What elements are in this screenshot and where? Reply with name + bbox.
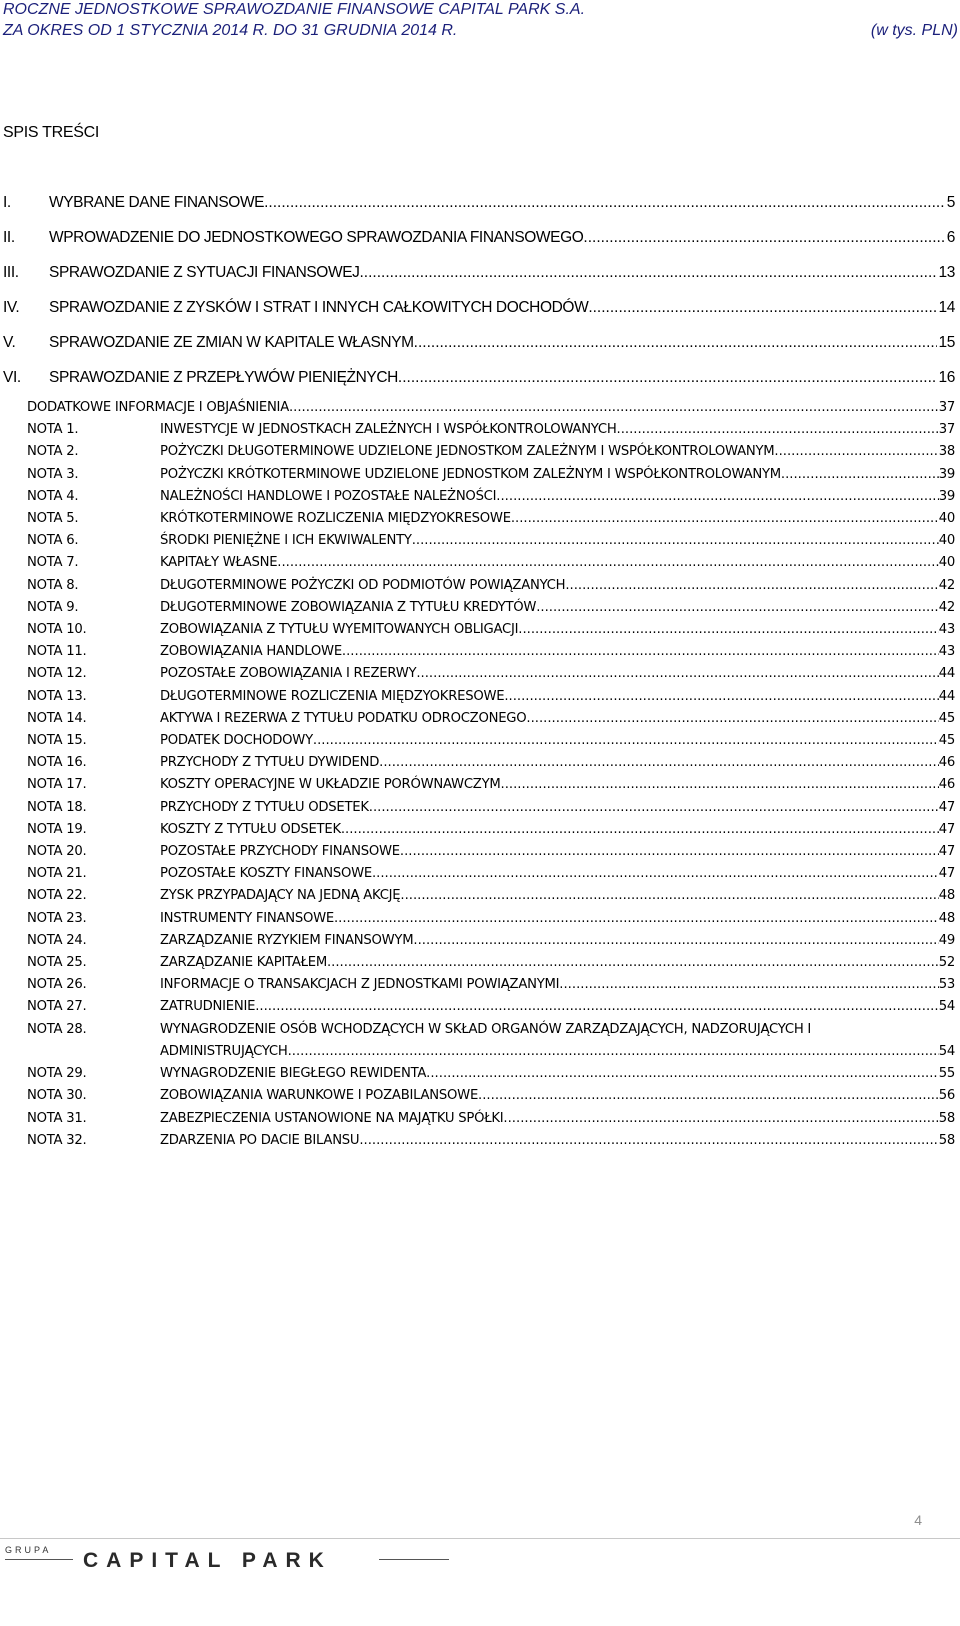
toc-entry-number: NOTA 11. (27, 644, 87, 660)
toc-entry-page: 54 (938, 999, 955, 1015)
toc-entry-page: 44 (938, 666, 955, 682)
toc-entry-number: NOTA 32. (27, 1132, 87, 1148)
toc-entry-label: KOSZTY OPERACYJNE W UKŁADZIE PORÓWNAWCZYM (160, 777, 501, 793)
toc-entry-label: WYNAGRODZENIE BIEGŁEGO REWIDENTA (160, 1066, 427, 1082)
leader-dots (504, 686, 938, 708)
toc-entry-page: 58 (938, 1132, 955, 1148)
toc-entry-page: 15 (938, 334, 955, 351)
toc-entry-number: NOTA 13. (27, 688, 87, 704)
leader-dots (559, 974, 938, 996)
toc-entry-number: NOTA 29. (27, 1066, 87, 1082)
toc-entry-number: V. (3, 334, 16, 351)
leader-dots (398, 368, 937, 388)
leader-dots (414, 333, 937, 353)
toc-entry-label: NALEŻNOŚCI HANDLOWE I POZOSTAŁE NALEŻNOŚCI (160, 488, 497, 504)
leader-dots (536, 597, 939, 619)
toc-entry-number: NOTA 17. (27, 777, 87, 793)
toc-entry-label: WPROWADZENIE DO JEDNOSTKOWEGO SPRAWOZDANIA FINANSOWEGO (49, 229, 584, 246)
toc-entry-page: 44 (938, 688, 955, 704)
toc-entry-label: ZABEZPIECZENIA USTANOWIONE NA MAJĄTKU SPÓŁKI (160, 1110, 504, 1126)
toc-entry-page: 43 (938, 644, 955, 660)
toc-entry-note[interactable] (27, 863, 955, 885)
leader-dots (518, 619, 938, 641)
toc-entry-note[interactable] (27, 752, 955, 774)
toc-entry-label: PODATEK DOCHODOWY (160, 733, 313, 749)
toc-entry-label: WYBRANE DANE FINANSOWE (49, 194, 265, 211)
toc-entry-page: 46 (938, 755, 955, 771)
toc-entry-page: 49 (938, 932, 955, 948)
leader-dots (288, 1041, 939, 1063)
toc-entry-note[interactable] (27, 774, 955, 796)
toc-entry-number: NOTA 7. (27, 555, 79, 571)
toc-entry-label: ZDARZENIA PO DACIE BILANSU (160, 1132, 360, 1148)
toc-entry-label: KRÓTKOTERMINOWE ROZLICZENIA MIĘDZYOKRESOWE (160, 511, 511, 527)
toc-entry-label-line2: ADMINISTRUJĄCYCH (160, 1043, 288, 1059)
toc-entry-number: NOTA 18. (27, 799, 87, 815)
toc-entry-page: 54 (938, 1043, 955, 1059)
toc-entry-number: NOTA 15. (27, 733, 87, 749)
toc-entry-page: 39 (938, 466, 955, 482)
toc-entry-note[interactable] (27, 885, 955, 907)
toc-entry-page: 47 (938, 844, 955, 860)
leader-dots (496, 486, 938, 508)
toc-entry-page: 45 (938, 710, 955, 726)
toc-entry-note[interactable] (27, 730, 955, 752)
toc-entry-page: 58 (938, 1110, 955, 1126)
toc-entry-number: NOTA 16. (27, 755, 87, 771)
toc-entry-note[interactable] (27, 552, 955, 574)
toc-entry-note[interactable] (27, 508, 955, 530)
toc-entry-number: NOTA 3. (27, 466, 79, 482)
toc-entry-number: NOTA 26. (27, 977, 87, 993)
toc-entry-label: PRZYCHODY Z TYTUŁU DYWIDEND (160, 755, 380, 771)
toc-entry-page: 40 (938, 533, 955, 549)
toc-entry-number: NOTA 9. (27, 599, 79, 615)
toc-entry-label: SPRAWOZDANIE Z PRZEPŁYWÓW PIENIĘŻNYCH (49, 369, 398, 386)
toc-entry-section[interactable] (3, 333, 955, 368)
toc-entry-section[interactable] (3, 228, 955, 263)
toc-entry-label: AKTYWA I REZERWA Z TYTUŁU PODATKU ODROCZONEGO (160, 710, 527, 726)
toc-entry-note[interactable] (27, 1108, 955, 1130)
toc-entry-number: NOTA 20. (27, 844, 87, 860)
leader-dots (416, 663, 938, 685)
toc-entry-number: NOTA 8. (27, 577, 79, 593)
toc-entry-note[interactable] (27, 597, 955, 619)
toc-entry-number: NOTA 12. (27, 666, 87, 682)
footer-divider (0, 1538, 960, 1539)
toc-entry-note[interactable] (27, 575, 955, 597)
toc-entry-page: 48 (938, 888, 955, 904)
leader-dots (526, 708, 938, 730)
toc-entry-label: INWESTYCJE W JEDNOSTKACH ZALEŻNYCH I WSPÓŁKONTROLOWANYCH (160, 422, 617, 438)
toc-entry-label: DODATKOWE INFORMACJE I OBJAŚNIENIA (27, 400, 289, 415)
leader-dots (313, 730, 939, 752)
leader-dots (400, 841, 939, 863)
toc-entry-label: SPRAWOZDANIE Z SYTUACJI FINANSOWEJ (49, 264, 360, 281)
toc-entry-number: NOTA 28. (27, 1021, 87, 1037)
leader-dots (511, 508, 939, 530)
toc-entry-note[interactable] (27, 619, 955, 641)
toc-entry-number: NOTA 24. (27, 932, 87, 948)
toc-entry-page: 40 (938, 555, 955, 571)
toc-entry-page: 46 (938, 777, 955, 793)
toc-entry-number: NOTA 27. (27, 999, 87, 1015)
toc-entry-note[interactable] (27, 530, 955, 552)
leader-dots (478, 1085, 939, 1107)
leader-dots (342, 641, 939, 663)
toc-entry-label: ZATRUDNIENIE (160, 999, 256, 1015)
toc-entry-page: 53 (938, 977, 955, 993)
toc-entry-additional-info[interactable] (27, 397, 955, 419)
leader-dots (400, 885, 938, 907)
toc-entry-number: NOTA 4. (27, 488, 79, 504)
toc-entry-page: 47 (938, 821, 955, 837)
toc-entry-page: 56 (938, 1088, 955, 1104)
toc-entry-page: 52 (938, 955, 955, 971)
toc-entry-label: POZOSTAŁE KOSZTY FINANSOWE (160, 866, 372, 882)
toc-entry-page: 47 (938, 866, 955, 882)
logo-rule-right (379, 1559, 449, 1560)
toc-entry-label: ZOBOWIĄZANIA WARUNKOWE I POZABILANSOWE (160, 1088, 479, 1104)
toc-entry-page: 43 (938, 622, 955, 638)
toc-entry-label: KOSZTY Z TYTUŁU ODSETEK (160, 821, 341, 837)
toc-entry-page: 42 (938, 577, 955, 593)
leader-dots (501, 774, 939, 796)
toc-entry-number: NOTA 25. (27, 955, 87, 971)
toc-entry-note[interactable] (27, 974, 955, 996)
leader-dots (327, 952, 939, 974)
company-logo (5, 1545, 445, 1575)
leader-dots (289, 397, 939, 419)
toc-entry-note[interactable] (27, 1130, 955, 1152)
toc-entry-note[interactable] (27, 708, 955, 730)
logo-group-text: GRUPA (5, 1545, 52, 1555)
leader-dots (334, 908, 939, 930)
toc-entry-number: NOTA 5. (27, 511, 79, 527)
toc-entry-note[interactable] (27, 486, 955, 508)
toc-title: SPIS TREŚCI (3, 124, 99, 141)
toc-entry-page: 55 (938, 1066, 955, 1082)
leader-dots (341, 819, 939, 841)
toc-entry-label: ZYSK PRZYPADAJĄCY NA JEDNĄ AKCJĘ (160, 888, 401, 904)
toc-entry-page: 6 (946, 229, 955, 246)
leader-dots (617, 419, 939, 441)
toc-entry-label: SPRAWOZDANIE Z ZYSKÓW I STRAT I INNYCH CAŁKOWITYCH DOCHODÓW (49, 299, 589, 316)
toc-entry-number: NOTA 21. (27, 866, 87, 882)
toc-entry-label: ZARZĄDZANIE KAPITAŁEM (160, 955, 327, 971)
toc-entry-number: I. (3, 194, 11, 211)
leader-dots (359, 1130, 938, 1152)
toc-entry-note[interactable] (27, 930, 955, 952)
leader-dots (277, 552, 938, 574)
toc-entry-number: NOTA 6. (27, 533, 79, 549)
leader-dots (565, 575, 938, 597)
leader-dots (413, 930, 938, 952)
leader-dots (372, 863, 939, 885)
toc-entry-number: NOTA 23. (27, 910, 87, 926)
toc-entry-number: NOTA 2. (27, 444, 79, 460)
toc-entry-label: ŚRODKI PIENIĘŻNE I ICH EKWIWALENTY (160, 533, 412, 549)
toc-entry-label: INFORMACJE O TRANSAKCJACH Z JEDNOSTKAMI POWIĄZANYMI (160, 977, 560, 993)
toc-entry-label: INSTRUMENTY FINANSOWE (160, 910, 334, 926)
toc-entry-note[interactable] (27, 797, 955, 819)
toc-entry-note[interactable] (27, 1063, 955, 1085)
toc-entry-number: VI. (3, 369, 21, 386)
toc-notes-list (27, 397, 955, 1152)
toc-entry-number: NOTA 31. (27, 1110, 87, 1126)
toc-entry-number: NOTA 1. (27, 422, 79, 438)
leader-dots (583, 228, 944, 248)
toc-entry-label: POŻYCZKI DŁUGOTERMINOWE UDZIELONE JEDNOSTKOM ZALEŻNYM I WSPÓŁKONTROLOWANYM (160, 444, 775, 460)
toc-entry-section[interactable] (3, 193, 955, 228)
toc-main-list (3, 193, 955, 403)
toc-entry-number: NOTA 19. (27, 821, 87, 837)
toc-entry-page: 5 (946, 194, 955, 211)
toc-entry-page: 37 (938, 422, 955, 438)
toc-entry-page: 14 (938, 299, 955, 316)
leader-dots (503, 1108, 938, 1130)
toc-entry-note[interactable] (27, 819, 955, 841)
logo-brand-text: CAPITAL PARK (83, 1549, 332, 1572)
toc-entry-page: 39 (938, 488, 955, 504)
toc-entry-note[interactable] (27, 663, 955, 685)
toc-entry-label: DŁUGOTERMINOWE ZOBOWIĄZANIA Z TYTUŁU KREDYTÓW (160, 599, 537, 615)
toc-entry-page: 42 (938, 599, 955, 615)
toc-entry-page: 47 (938, 799, 955, 815)
toc-entry-number: NOTA 30. (27, 1088, 87, 1104)
toc-entry-label: DŁUGOTERMINOWE ROZLICZENIA MIĘDZYOKRESOWE (160, 688, 505, 704)
toc-entry-section[interactable] (3, 263, 955, 298)
report-period-text: ZA OKRES OD 1 STYCZNIA 2014 R. DO 31 GRUDNIA 2014 R. (3, 22, 458, 39)
toc-entry-note[interactable] (27, 908, 955, 930)
toc-entry-label: SPRAWOZDANIE ZE ZMIAN W KAPITALE WŁASNYM (49, 334, 414, 351)
toc-entry-label: DŁUGOTERMINOWE POŻYCZKI OD PODMIOTÓW POWIĄZANYCH (160, 577, 566, 593)
toc-entry-note[interactable] (27, 464, 955, 486)
toc-entry-number: NOTA 14. (27, 710, 87, 726)
toc-entry-note[interactable] (27, 441, 955, 463)
toc-entry-number: NOTA 22. (27, 888, 87, 904)
toc-entry-label: POŻYCZKI KRÓTKOTERMINOWE UDZIELONE JEDNOSTKOM ZALEŻNYM I WSPÓŁKONTROLOWANYM (160, 466, 781, 482)
toc-entry-note[interactable] (27, 1085, 955, 1107)
toc-entry-note[interactable] (27, 641, 955, 663)
toc-entry-page: 13 (938, 264, 955, 281)
toc-entry-page: 16 (938, 369, 955, 386)
toc-entry-page: 38 (938, 444, 955, 460)
leader-dots (379, 752, 939, 774)
leader-dots (774, 441, 938, 463)
page-number: 4 (914, 1512, 922, 1528)
toc-entry-number: III. (3, 264, 19, 281)
leader-dots (264, 193, 945, 213)
report-title: ROCZNE JEDNOSTKOWE SPRAWOZDANIE FINANSOWE CAPITAL PARK S.A. (3, 1, 586, 18)
leader-dots (412, 530, 939, 552)
toc-entry-note[interactable] (27, 952, 955, 974)
leader-dots (426, 1063, 939, 1085)
toc-entry-label: ZOBOWIĄZANIA HANDLOWE (160, 644, 342, 660)
toc-entry-label-line1: WYNAGRODZENIE OSÓB WCHODZĄCYCH W SKŁAD ORGANÓW ZARZĄDZAJĄCYCH, NADZORUJĄCYCH I (160, 1021, 812, 1037)
leader-dots (360, 263, 937, 283)
toc-entry-number: II. (3, 229, 15, 246)
toc-entry-page: 37 (938, 400, 955, 415)
toc-entry-page: 48 (938, 910, 955, 926)
toc-entry-page: 45 (938, 733, 955, 749)
toc-entry-note[interactable] (27, 419, 955, 441)
toc-entry-note[interactable] (27, 1019, 955, 1063)
toc-entry-note[interactable] (27, 996, 955, 1018)
report-period (3, 22, 958, 40)
leader-dots (781, 464, 939, 486)
toc-entry-number: IV. (3, 299, 20, 316)
leader-dots (588, 298, 936, 318)
toc-entry-number: NOTA 10. (27, 622, 87, 638)
toc-entry-label: ZOBOWIĄZANIA Z TYTUŁU WYEMITOWANYCH OBLIGACJI (160, 622, 519, 638)
toc-entry-label: KAPITAŁY WŁASNE (160, 555, 278, 571)
currency-unit: (w tys. PLN) (870, 22, 958, 39)
toc-entry-page: 40 (938, 511, 955, 527)
toc-entry-label: PRZYCHODY Z TYTUŁU ODSETEK (160, 799, 369, 815)
toc-entry-label: ZARZĄDZANIE RYZYKIEM FINANSOWYM (160, 932, 414, 948)
leader-dots (255, 996, 938, 1018)
toc-entry-label: POZOSTAŁE ZOBOWIĄZANIA I REZERWY (160, 666, 417, 682)
toc-entry-note[interactable] (27, 841, 955, 863)
toc-entry-section[interactable] (3, 298, 955, 333)
logo-rule-left (5, 1559, 73, 1560)
toc-entry-label: POZOSTAŁE PRZYCHODY FINANSOWE (160, 844, 400, 860)
toc-entry-note[interactable] (27, 686, 955, 708)
leader-dots (369, 797, 939, 819)
